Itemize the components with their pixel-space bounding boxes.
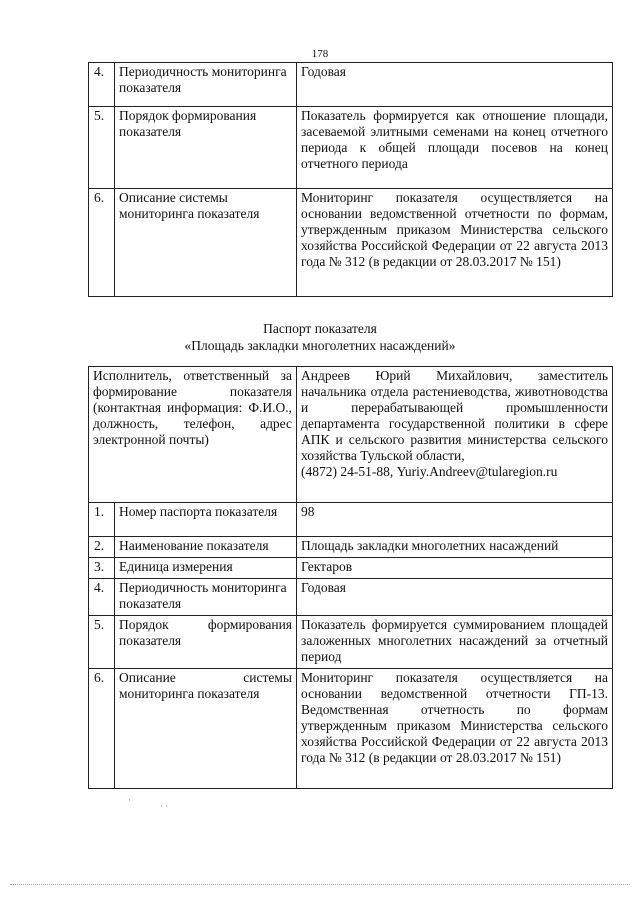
indicator-table-top [88, 62, 613, 297]
table-row [89, 189, 613, 297]
scan-artifact-line [10, 884, 630, 889]
table-row [89, 669, 613, 789]
row-label: Порядок формирования показателя [115, 616, 297, 669]
indicator-passport-table [88, 366, 613, 789]
row-number: 6. [89, 669, 115, 789]
row-label: Описание системы мониторинга показателя [115, 189, 297, 297]
row-number: 2. [89, 537, 115, 558]
scan-mark: · · [160, 801, 169, 811]
passport-title-line1: Паспорт показателя [263, 321, 377, 336]
row-number: 3. [89, 558, 115, 579]
row-label: Периодичность мониторинга показателя [115, 579, 297, 616]
table-row [89, 107, 613, 189]
row-label: Периодичность мониторинга показателя [115, 63, 297, 107]
row-label: Единица измерения [115, 558, 297, 579]
row-value: Годовая [297, 63, 613, 107]
scan-mark: · [128, 795, 131, 805]
page-number: 178 [311, 48, 329, 60]
row-label: Наименование показателя [115, 537, 297, 558]
row-value: Показатель формируется суммированием площадей заложенных многолетних насаждений за отчетный период [297, 616, 613, 669]
table-row [89, 558, 613, 579]
executor-contact: (4872) 24-51-88, Yuriy.Andreev@tularegion.ru [301, 464, 558, 479]
row-label: Номер паспорта показателя [115, 503, 297, 537]
table-row [89, 63, 613, 107]
row-number: 5. [89, 616, 115, 669]
row-value: Годовая [297, 579, 613, 616]
executor-details: Андреев Юрий Михайлович, заместитель начальника отдела растениеводства, животноводства и перерабатывающей промышленности департамента государственной политики в сфере АПК и сельского развития министерства сельского хозяйства Тульской области, [301, 368, 609, 463]
table-row [89, 503, 613, 537]
row-number: 1. [89, 503, 115, 537]
passport-title-line2: «Площадь закладки многолетних насаждений» [184, 338, 456, 353]
row-number: 6. [89, 189, 115, 297]
row-number: 4. [89, 579, 115, 616]
executor-value [297, 367, 613, 503]
row-label: Порядок формирования показателя [115, 107, 297, 189]
table-row [89, 537, 613, 558]
table-row [89, 616, 613, 669]
row-label: Описание системы мониторинга показателя [115, 669, 297, 789]
row-number: 4. [89, 63, 115, 107]
row-value: Мониторинг показателя осуществляется на основании ведомственной отчетности ГП-13. Ведомственная отчетность по формам утвержденным приказом Министерства сельского хозяйства Российской Федерации от 22 августа 2013 года № 312 (в редакции от 28.03.2017 № 151) [297, 669, 613, 789]
passport-title [0, 320, 640, 354]
row-value: 98 [297, 503, 613, 537]
row-number: 5. [89, 107, 115, 189]
executor-label: Исполнитель, ответственный за формирование показателя (контактная информация: Ф.И.О., должность, телефон, адрес электронной почты) [89, 367, 297, 503]
row-value: Показатель формируется как отношение площади, засеваемой элитными семенами на конец отчетного периода к общей площади посевов на конец отчетного периода [297, 107, 613, 189]
row-value: Гектаров [297, 558, 613, 579]
row-value: Мониторинг показателя осуществляется на основании ведомственной отчетности по формам, утвержденным приказом Министерства сельского хозяйства Российской Федерации от 22 августа 2013 года № 312 (в редакции от 28.03.2017 № 151) [297, 189, 613, 297]
executor-row [89, 367, 613, 503]
table-row [89, 579, 613, 616]
row-value: Площадь закладки многолетних насаждений [297, 537, 613, 558]
